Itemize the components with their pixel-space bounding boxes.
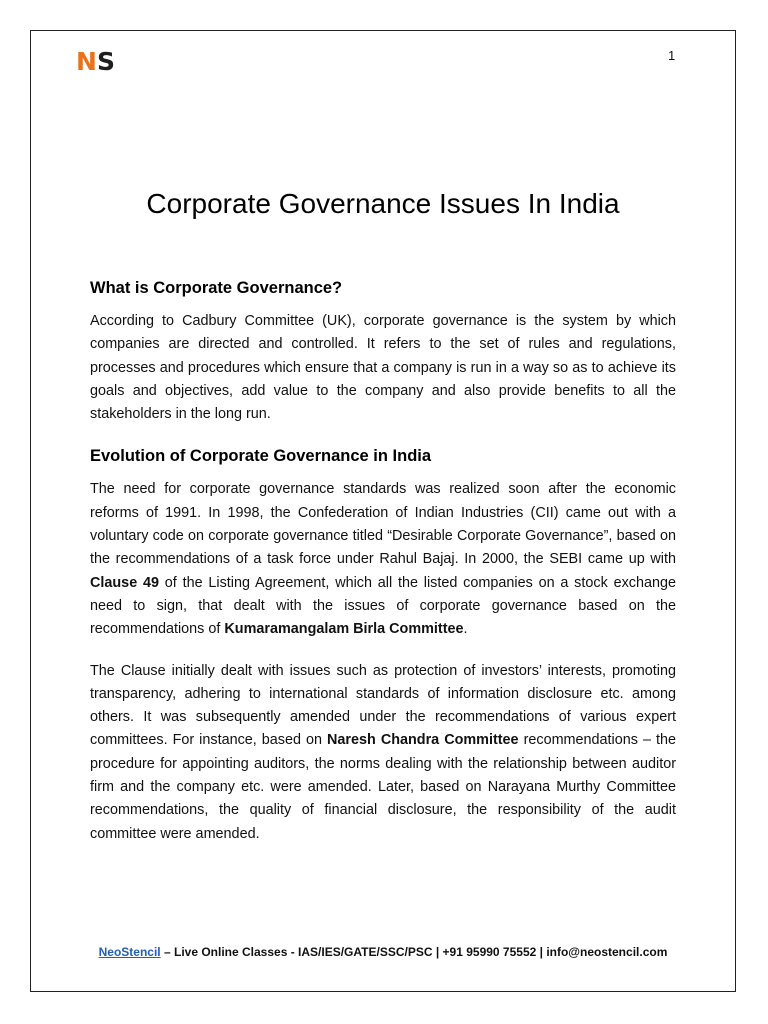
- section-heading-what-is: What is Corporate Governance?: [90, 279, 343, 297]
- footer: [30, 944, 736, 960]
- footer-contact-text: – Live Online Classes - IAS/IES/GATE/SSC/PSC | +91 95990 75552 | info@neostencil.com: [160, 945, 668, 959]
- document-body: [90, 276, 676, 846]
- document-title: Corporate Governance Issues In India: [146, 188, 620, 219]
- section-heading-evolution: Evolution of Corporate Governance in India: [90, 447, 432, 466]
- bold-term-naresh-chandra-committee: Naresh Chandra Committee: [327, 732, 519, 749]
- bold-term-birla-committee: Kumaramangalam Birla Committee: [224, 621, 464, 638]
- text-span: recommendations – the procedure for appointing auditors, the norms dealing with the relationship between auditor firm and the company etc. were amended. Later, based on Narayana Murthy Committee recommendations, the quality of financial disclosure, the responsibility of the audit committee were amended.: [90, 732, 676, 842]
- bold-term-clause-49: Clause 49: [90, 574, 159, 591]
- paragraph-definition: According to Cadbury Committee (UK), corporate governance is the system by which companies are directed and controlled. It refers to the set of rules and regulations, processes and procedures which ensure that a company is run in a way so as to achieve its goals and objectives, add value to the company and also provide benefits to all the stakeholders in the long run.: [90, 313, 676, 423]
- logo-letter-s: S: [96, 47, 115, 76]
- text-span: of the Listing Agreement, which all the listed companies on a stock exchange need to sign, that dealt with the issues of corporate governance based on the recommendations of: [90, 574, 676, 638]
- neostencil-link[interactable]: NeoStencil: [98, 945, 161, 959]
- logo-letter-n: N: [76, 47, 97, 76]
- paragraph-evolution-2: [90, 660, 676, 846]
- paragraph-evolution-1: [90, 478, 676, 641]
- page-number: 1: [668, 48, 676, 63]
- text-span: .: [463, 621, 468, 638]
- neostencil-logo: [76, 48, 115, 76]
- text-span: The Clause initially dealt with issues such as protection of investors’ interests, promoting transparency, adhering to international standards of information disclosure etc. among others. It was subsequently amended under the recommendations of various expert committees. For instance, based on: [90, 662, 676, 749]
- text-span: The need for corporate governance standards was realized soon after the economic reforms of 1991. In 1998, the Confederation of Indian Industries (CII) came out with a voluntary code on corporate governance titled “Desirable Corporate Governance”, based on the recommendations of a task force under Rahul Bajaj. In 2000, the SEBI came up with: [90, 481, 676, 568]
